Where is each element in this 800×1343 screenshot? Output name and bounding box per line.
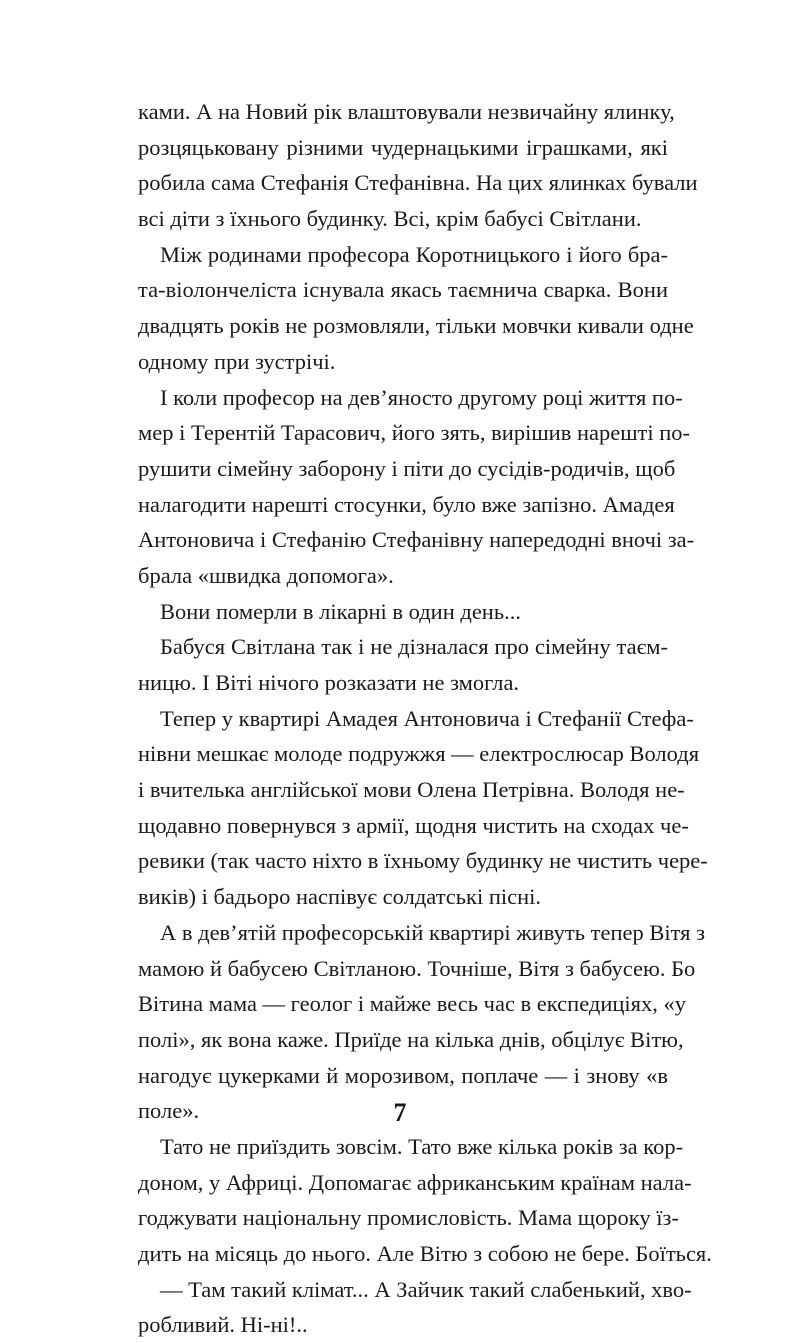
text-line: Бабуся Світлана так і не дізналася про сімейну таєм- [160,634,668,660]
text-line: робила сама Стефанія Стефанівна. На цих ялинках бували [138,170,698,196]
text-line: ревики (так часто ніхто в їхньому будинку не чистить чере- [138,848,708,874]
paragraph [138,237,694,380]
text-line: двадцять років не розмовляли, тільки мовчки кивали одне [138,313,694,339]
text-line: мер і Терентій Тарасович, його зять, вирішив нарешті по- [138,420,691,446]
paragraph [138,1272,692,1343]
text-line: та-віолончеліста існувала якась таємнича сварка. Вони [138,277,668,303]
text-line: доном, у Африці. Допомагає африканським країнам нала- [138,1169,692,1195]
text-line: мамою й бабусею Світланою. Точніше, Вітя з бабусею. Бо [138,955,696,981]
text-line: робливий. Ні-ні!.. [138,1312,308,1338]
text-line: нагодує цукерками й морозивом, поплаче — і знову «в [138,1062,668,1088]
text-line: налагодити нарешті стосунки, було вже запізно. Амадея [138,491,675,517]
text-line: всі діти з їхнього будинку. Всі, крім бабусі Світлани. [138,206,642,232]
text-line: поле». [138,1098,200,1124]
text-line: і вчителька англійської мови Олена Петрівна. Володя не- [138,777,685,803]
text-line: розцяцьковану різними чудернацькими іграшками, які [138,134,668,160]
text-line: Антоновича і Стефанію Стефанівну напередодні вночі за- [138,527,695,553]
text-line: одному при зустрічі. [138,348,336,374]
paragraph [138,594,668,630]
text-line: брала «швидка допомога». [138,562,394,588]
text-line: І коли професор на дев’яносто другому році життя по- [160,384,683,410]
text-line: — Там такий клімат... А Зайчик такий слабенький, хво- [160,1276,692,1302]
text-line: Вони померли в лікарні в один день... [160,598,521,624]
text-line: дить на місяць до нього. Але Вітю з собою не бере. Боїться. [138,1241,712,1266]
paragraph [138,915,706,1129]
paragraph [138,629,668,700]
text-line: Між родинами професора Коротницького і його бра- [160,241,668,267]
text-line: виків) і бадьоро наспівує солдатські пісні. [138,884,542,910]
page-text [138,94,712,1343]
text-line: годжувати національну промисловість. Мама щороку їз- [138,1205,679,1231]
paragraph [138,701,708,915]
page-number: 7 [393,1098,407,1127]
text-line: А в дев’ятій професорській квартирі живуть тепер Вітя з [160,919,706,945]
text-line: ницю. І Віті нічого розказати не змогла. [138,670,520,695]
paragraph [138,1129,712,1272]
text-line: ками. А на Новий рік влаштовували незвичайну ялинку, [138,99,675,124]
text-line: нівни мешкає молоде подружжя — електрослюсар Володя [138,741,700,767]
text-line: Вітина мама — геолог і майже весь час в експедиціях, «у [138,991,687,1017]
text-line: щодавно повернувся з армії, щодня чистить на сходах че- [138,812,689,838]
text-line: полі», як вона каже. Приїде на кілька днів, обцілує Вітю, [138,1026,684,1052]
paragraph [138,380,695,594]
text-line: Тепер у квартирі Амадея Антоновича і Стефанії Стефа- [160,705,694,731]
text-line: Тато не приїздить зовсім. Тато вже кілька років за кор- [160,1133,684,1159]
text-line: рушити сімейну заборону і піти до сусідів-родичів, щоб [138,455,676,481]
paragraph [138,94,698,237]
